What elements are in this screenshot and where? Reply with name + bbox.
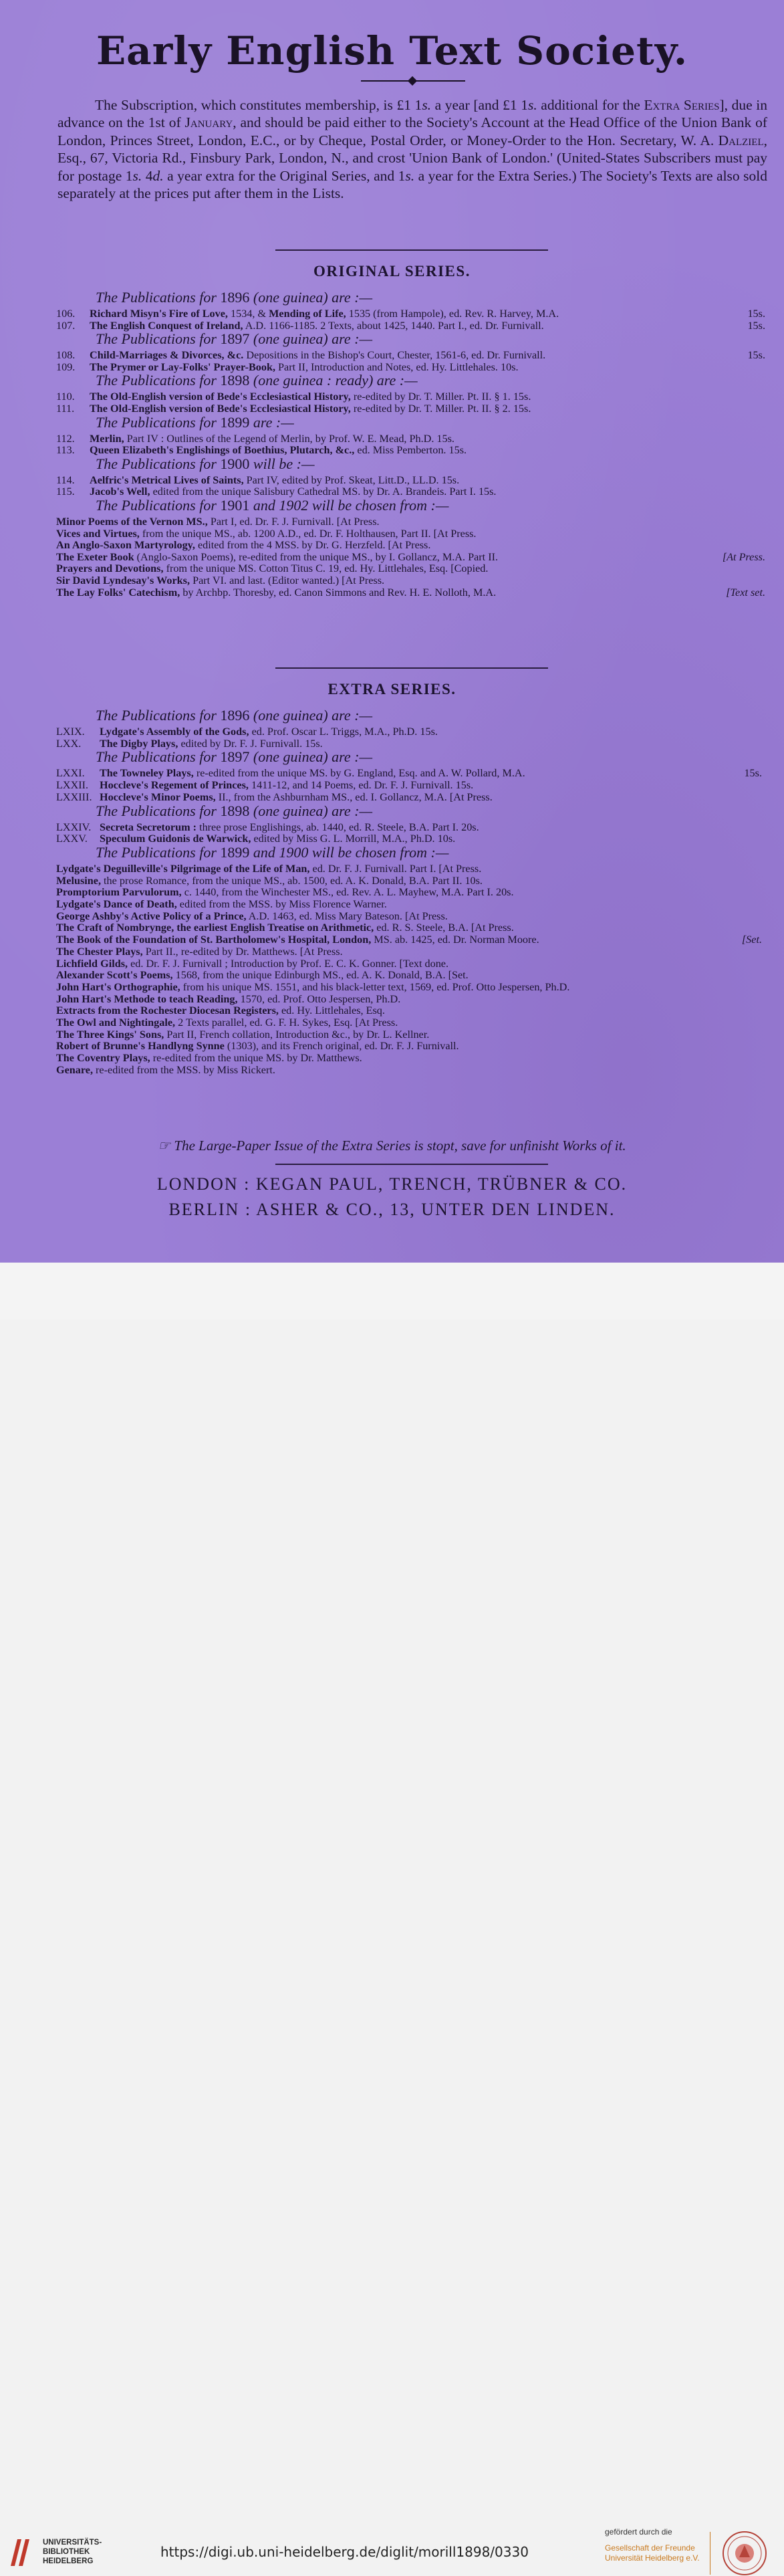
- intro-text: s.: [405, 167, 415, 184]
- entry-details: edited from the unique Salisbury Cathedral MS. by Dr. A. Brandeis. Part I. 15s.: [150, 486, 497, 498]
- extra-series-heading: EXTRA SERIES.: [328, 681, 456, 697]
- intro-text: s.: [132, 167, 142, 184]
- entry-title: The Digby Plays,: [100, 737, 178, 750]
- entry-details: re-edited by Dr. T. Miller. Pt. II. § 1. 15s.: [350, 391, 531, 403]
- entry-details: 1570, ed. Prof. Otto Jespersen, Ph.D.: [237, 992, 401, 1005]
- publications-subheading: [96, 748, 372, 766]
- entry-details: re-edited from the unique MS. by Dr. Matthews.: [150, 1052, 362, 1065]
- subheading-year: 1898: [220, 802, 250, 819]
- subheading-year: 1899: [220, 843, 250, 861]
- entry-number: 108.: [56, 349, 76, 362]
- title-ornament-diamond: [408, 76, 417, 86]
- intro-text: , Esq., 67, Victoria Rd., Finsbury Park, London, N., and crost 'Union Bank of London.' (United-States Subscribers must pay for postage 1: [57, 132, 767, 184]
- entry-details: edited from the 4 MSS. by Dr. G. Herzfeld. [At Press.: [194, 539, 431, 552]
- entry-details: A.D. 1463, ed. Miss Mary Bateson. [At Press.: [246, 909, 448, 922]
- entry-details: MS. ab. 1425, ed. Dr. Norman Moore.: [371, 934, 539, 946]
- intro-text: January: [184, 114, 233, 131]
- subheading-text: (one guinea : ready) are :—: [249, 372, 418, 389]
- intro-text: ], due in advance on the 1st of: [57, 97, 767, 131]
- entry-title: The Chester Plays,: [56, 945, 143, 958]
- library-name-line: UNIVERSITÄTS-: [43, 2539, 102, 2547]
- entry-title: Richard Misyn's Fire of Love,: [90, 308, 228, 320]
- library-logo-icon: [8, 2537, 32, 2569]
- entry-details: II., from the Ashburnham MS., ed. I. Gollancz, M.A. [At Press.: [215, 790, 493, 803]
- intro-text: Dalziel: [718, 132, 764, 148]
- entry-number: LXXIII.: [56, 790, 92, 803]
- entry-number: LXXI.: [56, 767, 85, 780]
- intro-text: 4: [142, 167, 153, 184]
- entry-title: The Three Kings' Sons,: [56, 1028, 164, 1041]
- subheading-text: (one guinea) are :—: [249, 707, 373, 724]
- entry-details: ed. Dr. F. J. Furnivall. Part I. [At Press.: [309, 862, 482, 875]
- publication-entry: [56, 1063, 762, 1077]
- entry-number: 112.: [56, 432, 75, 445]
- entry-number: 107.: [56, 319, 76, 332]
- section-divider: [275, 1164, 548, 1165]
- entry-details: edited by Miss G. L. Morrill, M.A., Ph.D. 10s.: [251, 833, 456, 845]
- entry-price-status: [At Press.: [722, 550, 765, 563]
- entry-title: John Hart's Methode to teach Reading,: [56, 992, 238, 1005]
- intro-text: d.: [152, 167, 164, 184]
- entry-title: Promptorium Parvulorum,: [56, 886, 182, 899]
- entry-title: The Owl and Nightingale,: [56, 1016, 176, 1029]
- entry-title: Jacob's Well,: [90, 486, 150, 498]
- entry-price-status: [Set.: [741, 934, 762, 946]
- subheading-year: 1899: [220, 413, 250, 431]
- sponsor-name-line: Universität Heidelberg e.V.: [605, 2553, 700, 2563]
- entry-details: Part I, ed. Dr. F. J. Furnivall. [At Press.: [207, 516, 380, 528]
- permalink-url[interactable]: https://digi.ub.uni-heidelberg.de/diglit/morill1898/0330: [160, 2544, 529, 2560]
- entry-title: Genare,: [56, 1063, 93, 1076]
- entry-details: edited from the MSS. by Miss Florence Warner.: [176, 898, 387, 910]
- entry-number: 113.: [56, 444, 75, 457]
- entry-number: 109.: [56, 360, 76, 373]
- entry-details: Part IV : Outlines of the Legend of Merlin, by Prof. W. E. Mead, Ph.D. 15s.: [124, 432, 454, 445]
- section-divider: [275, 667, 548, 669]
- entry-price-status: 15s.: [747, 319, 765, 332]
- entry-price-status: 15s.: [747, 308, 765, 320]
- subheading-text: The Publications for: [96, 289, 221, 306]
- entry-title: Merlin,: [90, 432, 124, 445]
- entry-title: George Ashby's Active Policy of a Prince,: [56, 909, 247, 922]
- publications-subheading: [96, 372, 418, 389]
- entry-title: Mending of Life,: [269, 308, 346, 320]
- entry-title: Prayers and Devotions,: [56, 562, 164, 575]
- entry-details: re-edited from the MSS. by Miss Rickert.: [93, 1063, 275, 1076]
- entry-details: edited by Dr. F. J. Furnivall. 15s.: [178, 737, 323, 750]
- entry-details: Part IV, edited by Prof. Skeat, Litt.D., LL.D. 15s.: [243, 473, 460, 486]
- subheading-text: The Publications for: [96, 497, 221, 514]
- subheading-text: The Publications for: [96, 372, 221, 389]
- intro-text: The Subscription, which constitutes membership, is £1 1: [95, 97, 422, 113]
- viewer-footer: [0, 1263, 784, 2565]
- sponsor-name: [605, 2543, 700, 2563]
- publications-subheading: [96, 844, 448, 861]
- publication-entry: [56, 586, 765, 599]
- entry-details: (Anglo-Saxon Poems), re-edited from the unique MS., by I. Gollancz, M.A. Part II.: [134, 550, 499, 563]
- intro-text: additional for the: [537, 97, 644, 113]
- publications-subheading: [96, 330, 372, 348]
- entry-details: re-edited from the unique MS. by G. England, Esq. and A. W. Pollard, M.A.: [193, 767, 525, 780]
- entry-details: the prose Romance, from the unique MS., ab. 1500, ed. A. K. Donald, B.A. Part II. 10s.: [101, 874, 483, 887]
- entry-number: 114.: [56, 473, 75, 486]
- entry-details: ed. R. S. Steele, B.A. [At Press.: [374, 922, 514, 934]
- subheading-text: (one guinea) are :—: [249, 289, 373, 306]
- entry-number: 110.: [56, 391, 75, 403]
- intro-text: Extra Series: [644, 97, 720, 113]
- entry-title: Melusine,: [56, 874, 101, 887]
- entry-title: Hoccleve's Minor Poems,: [100, 790, 216, 803]
- entry-title: Lydgate's Assembly of the Gods,: [100, 726, 249, 738]
- subscription-paragraph: [57, 96, 767, 202]
- entry-title: Queen Elizabeth's Englishings of Boethius, Plutarch, &c.,: [90, 444, 355, 457]
- library-name-line: BIBLIOTHEK: [43, 2548, 90, 2556]
- publications-subheading: [96, 455, 315, 473]
- entry-title: Lydgate's Dance of Death,: [56, 898, 177, 910]
- entry-number: LXXV.: [56, 833, 88, 845]
- subheading-text: and 1900 will be chosen from :—: [249, 843, 449, 861]
- entry-details: 1535 (from Hampole), ed. Rev. R. Harvey, M.A.: [346, 308, 559, 320]
- subheading-year: 1897: [220, 748, 250, 766]
- entry-title: Sir David Lyndesay's Works,: [56, 574, 190, 586]
- subheading-year: 1900: [220, 455, 250, 472]
- publications-subheading: [96, 707, 372, 724]
- entry-number: LXXII.: [56, 779, 89, 792]
- subheading-year: 1897: [220, 330, 250, 348]
- subheading-year: 1896: [220, 289, 250, 306]
- intro-text: a year extra for the Original Series, and 1: [163, 167, 406, 184]
- entry-details: 1568, from the unique Edinburgh MS., ed. A. K. Donald, B.A. [Set.: [172, 969, 469, 982]
- publications-subheading: [96, 497, 448, 514]
- entry-details: c. 1440, from the Winchester MS., ed. Rev. A. L. Mayhew, M.A. Part I. 20s.: [181, 886, 514, 899]
- intro-text: a year [and £1 1: [431, 97, 528, 113]
- entry-title: Vices and Virtues,: [56, 527, 140, 540]
- entry-details: from the unique MS., ab. 1200 A.D., ed. Dr. F. Holthausen, Part II. [At Press.: [139, 527, 477, 540]
- entry-number: 106.: [56, 308, 76, 320]
- entry-title: The Old-English version of Bede's Ecclesiastical History,: [90, 403, 351, 415]
- entry-title: The Lay Folks' Catechism,: [56, 586, 180, 599]
- subheading-text: The Publications for: [96, 330, 221, 348]
- entry-number: 111.: [56, 403, 75, 415]
- entry-title: Lichfield Gilds,: [56, 957, 128, 970]
- entry-number: LXXIV.: [56, 821, 92, 833]
- entry-title: John Hart's Orthographie,: [56, 980, 180, 993]
- publications-subheading: [96, 802, 372, 820]
- imprint-berlin: BERLIN : ASHER & CO., 13, UNTER DEN LINDEN.: [168, 1200, 616, 1219]
- page-title: Early English Text Society.: [96, 28, 688, 74]
- entry-title: An Anglo-Saxon Martyrology,: [56, 539, 195, 552]
- entry-title: The Exeter Book: [56, 550, 134, 563]
- entry-details: by Archbp. Thoresby, ed. Canon Simmons and Rev. H. E. Nolloth, M.A.: [180, 586, 497, 599]
- original-series-heading: ORIGINAL SERIES.: [313, 263, 471, 280]
- university-seal-icon: [722, 2531, 767, 2576]
- entry-title: Extracts from the Rochester Diocesan Registers,: [56, 1004, 279, 1017]
- entry-title: Secreta Secretorum :: [100, 821, 197, 833]
- subheading-text: The Publications for: [96, 802, 221, 819]
- entry-title: Robert of Brunne's Handlyng Synne: [56, 1040, 225, 1053]
- subheading-text: (one guinea) are :—: [249, 748, 373, 766]
- entry-details: from the unique MS. Cotton Titus C. 19, ed. Hy. Littlehales, Esq. [Copied.: [163, 562, 489, 575]
- subheading-text: The Publications for: [96, 707, 221, 724]
- intro-text: , and should be paid either to the Society's Account at the Head Office of the Union Bank of London, Princes Street, London, E.C., or by Cheque, Postal Order, or Money-Order to the Hon. Secretary, W. A.: [57, 114, 767, 148]
- entry-details: 1411-12, and 14 Poems, ed. Dr. F. J. Furnivall. 15s.: [248, 779, 474, 792]
- subheading-text: The Publications for: [96, 413, 221, 431]
- intro-text: s.: [422, 97, 432, 113]
- entry-title: Speculum Guidonis de Warwick,: [100, 833, 251, 845]
- subheading-text: will be :—: [249, 455, 315, 472]
- entry-title: The Craft of Nombrynge, the earliest English Treatise on Arithmetic,: [56, 922, 374, 934]
- imprint-london: LONDON : KEGAN PAUL, TRENCH, TRÜBNER & CO.: [156, 1174, 628, 1194]
- entry-price-status: [Text set.: [726, 586, 765, 599]
- entry-details: (1303), and its French original, ed. Dr. F. J. Furnivall.: [224, 1040, 459, 1053]
- entry-price-status: 15s.: [747, 349, 765, 362]
- section-divider: [275, 249, 548, 251]
- subheading-year: 1901: [220, 497, 250, 514]
- entry-details: 2 Texts parallel, ed. G. F. H. Sykes, Esq. [At Press.: [175, 1016, 398, 1029]
- entry-details: ed. Hy. Littlehales, Esq.: [278, 1004, 385, 1017]
- entry-title: The Prymer or Lay-Folks' Prayer-Book,: [90, 360, 275, 373]
- subheading-text: are :—: [249, 413, 294, 431]
- entry-title: Minor Poems of the Vernon MS.,: [56, 516, 208, 528]
- entry-number: LXIX.: [56, 726, 85, 738]
- entry-details: ed. Prof. Oscar L. Triggs, M.A., Ph.D. 15s.: [249, 726, 438, 738]
- entry-details: A.D. 1166-1185. 2 Texts, about 1425, 1440. Part I., ed. Dr. Furnivall.: [243, 319, 544, 332]
- sponsor-label: gefördert durch die: [605, 2527, 672, 2537]
- entry-title: Hoccleve's Regement of Princes,: [100, 779, 249, 792]
- entry-details: Depositions in the Bishop's Court, Chester, 1561-6, ed. Dr. Furnivall.: [243, 349, 546, 362]
- library-name: [43, 2538, 102, 2566]
- entry-details: 1534, &: [227, 308, 269, 320]
- entry-details: Part VI. and last. (Editor wanted.) [At Press.: [190, 574, 385, 586]
- subheading-year: 1898: [220, 372, 250, 389]
- subheading-text: The Publications for: [96, 748, 221, 766]
- entry-details: from his unique MS. 1551, and his black-letter text, 1569, ed. Prof. Otto Jespersen, Ph.D.: [180, 980, 570, 993]
- entry-title: The Old-English version of Bede's Ecclesiastical History,: [90, 391, 351, 403]
- subheading-text: and 1902 will be chosen from :—: [249, 497, 449, 514]
- entry-details: ed. Dr. F. J. Furnivall ; Introduction by Prof. E. C. K. Gonner. [Text done.: [128, 957, 449, 970]
- intro-text: a year for the Extra Series.) The Society's Texts are also sold separately at the prices put after them in the Lists.: [57, 167, 768, 202]
- entry-details: three prose Englishings, ab. 1440, ed. R. Steele, B.A. Part I. 20s.: [197, 821, 479, 833]
- publications-subheading: [96, 414, 294, 431]
- large-paper-note: ☞ The Large-Paper Issue of the Extra Series is stopt, save for unfinisht Works of it.: [158, 1138, 626, 1154]
- entry-title: Aelfric's Metrical Lives of Saints,: [90, 473, 244, 486]
- publications-subheading: [96, 289, 372, 306]
- entry-details: Part II., re-edited by Dr. Matthews. [At Press.: [142, 945, 343, 958]
- entry-details: Part II, French collation, Introduction &c., by Dr. L. Kellner.: [164, 1028, 430, 1041]
- entry-title: Child-Marriages & Divorces, &c.: [90, 349, 244, 362]
- subheading-text: The Publications for: [96, 843, 221, 861]
- subheading-text: (one guinea) are :—: [249, 802, 373, 819]
- sponsor-name-line: Gesellschaft der Freunde: [605, 2543, 695, 2553]
- entry-number: 115.: [56, 486, 75, 498]
- subheading-text: (one guinea) are :—: [249, 330, 373, 348]
- entry-title: Lydgate's Deguilleville's Pilgrimage of the Life of Man,: [56, 862, 310, 875]
- subheading-text: The Publications for: [96, 455, 221, 472]
- entry-number: LXX.: [56, 737, 82, 750]
- entry-title: The Coventry Plays,: [56, 1052, 150, 1065]
- entry-details: ed. Miss Pemberton. 15s.: [354, 444, 467, 457]
- entry-title: Alexander Scott's Poems,: [56, 969, 173, 982]
- entry-title: The English Conquest of Ireland,: [90, 319, 243, 332]
- subheading-year: 1896: [220, 707, 250, 724]
- entry-details: Part II, Introduction and Notes, ed. Hy. Littlehales. 10s.: [275, 360, 519, 373]
- entry-title: The Towneley Plays,: [100, 767, 194, 780]
- intro-text: s.: [527, 97, 537, 113]
- scanned-page: [0, 0, 784, 1263]
- entry-title: The Book of the Foundation of St. Bartholomew's Hospital, London,: [56, 934, 372, 946]
- entry-price-status: 15s.: [744, 767, 762, 780]
- entry-details: re-edited by Dr. T. Miller. Pt. II. § 2. 15s.: [350, 403, 531, 415]
- library-name-line: HEIDELBERG: [43, 2557, 94, 2565]
